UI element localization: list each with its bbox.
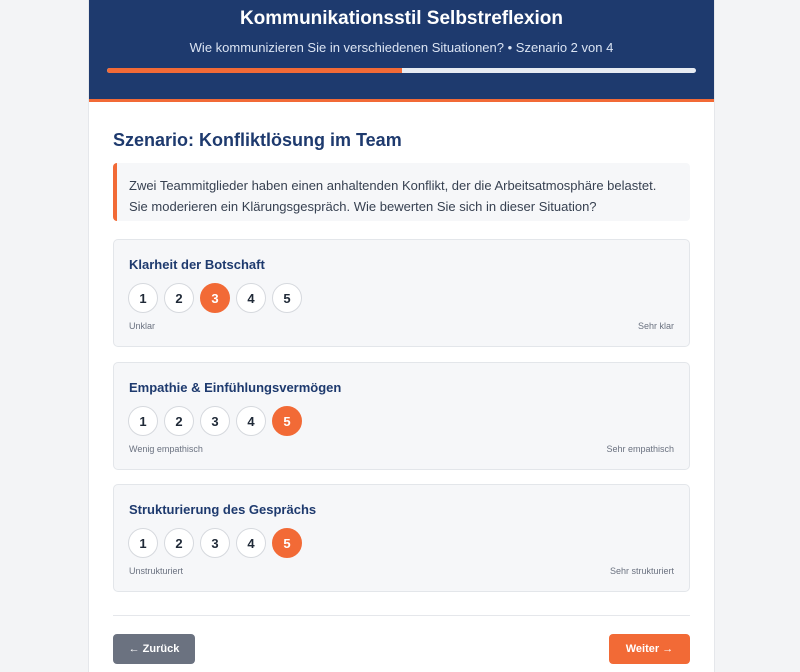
rating-option-1[interactable]: 1 [128,283,158,313]
rating-option-1[interactable]: 1 [128,406,158,436]
criterion-label: Strukturierung des Gesprächs [129,502,317,517]
rating-option-2[interactable]: 2 [164,528,194,558]
assessment-card [89,0,714,672]
scale-high-label: Sehr empathisch [606,444,674,454]
rating-option-3[interactable]: 3 [200,528,230,558]
page-subtitle: Wie kommunizieren Sie in verschiedenen Situationen? • Szenario 2 von 4 [189,40,614,55]
next-button[interactable]: Weiter → [609,634,690,664]
progress-bar [107,68,696,73]
rating-option-3[interactable]: 3 [200,406,230,436]
criterion-label: Empathie & Einfühlungsvermögen [129,380,342,395]
back-button[interactable]: ← Zurück [113,634,195,664]
rating-option-4[interactable]: 4 [236,283,266,313]
rating-option-4[interactable]: 4 [236,528,266,558]
rating-option-1[interactable]: 1 [128,528,158,558]
rating-scale [128,283,302,313]
page-title: Kommunikationsstil Selbstreflexion [239,8,564,29]
progress-fill [107,68,402,73]
criterion-label: Klarheit der Botschaft [129,257,265,272]
scale-high-label: Sehr klar [637,321,674,331]
scenario-title: Szenario: Konfliktlösung im Team [113,130,402,150]
criterion-structure [113,484,690,592]
rating-scale [128,528,302,558]
scale-low-label: Unklar [129,321,156,331]
rating-option-4[interactable]: 4 [236,406,266,436]
criterion-empathy [113,362,690,470]
divider [113,615,690,616]
rating-option-2[interactable]: 2 [164,283,194,313]
rating-option-5[interactable]: 5 [272,283,302,313]
rating-scale [128,406,302,436]
rating-option-2[interactable]: 2 [164,406,194,436]
scale-low-label: Unstrukturiert [129,566,184,576]
rating-option-3[interactable]: 3 [200,283,230,313]
scale-high-label: Sehr strukturiert [609,566,674,576]
scale-low-label: Wenig empathisch [129,444,203,454]
rating-option-5[interactable]: 5 [272,406,302,436]
rating-option-5[interactable]: 5 [272,528,302,558]
header [89,0,714,102]
criterion-clarity [113,239,690,347]
scenario-description: Zwei Teammitglieder haben einen anhaltenden Konflikt, der die Arbeitsatmosphäre belastet. Sie moderieren ein Klärungsgespräch. Wie bewerten Sie sich in dieser Situation? [113,163,690,221]
